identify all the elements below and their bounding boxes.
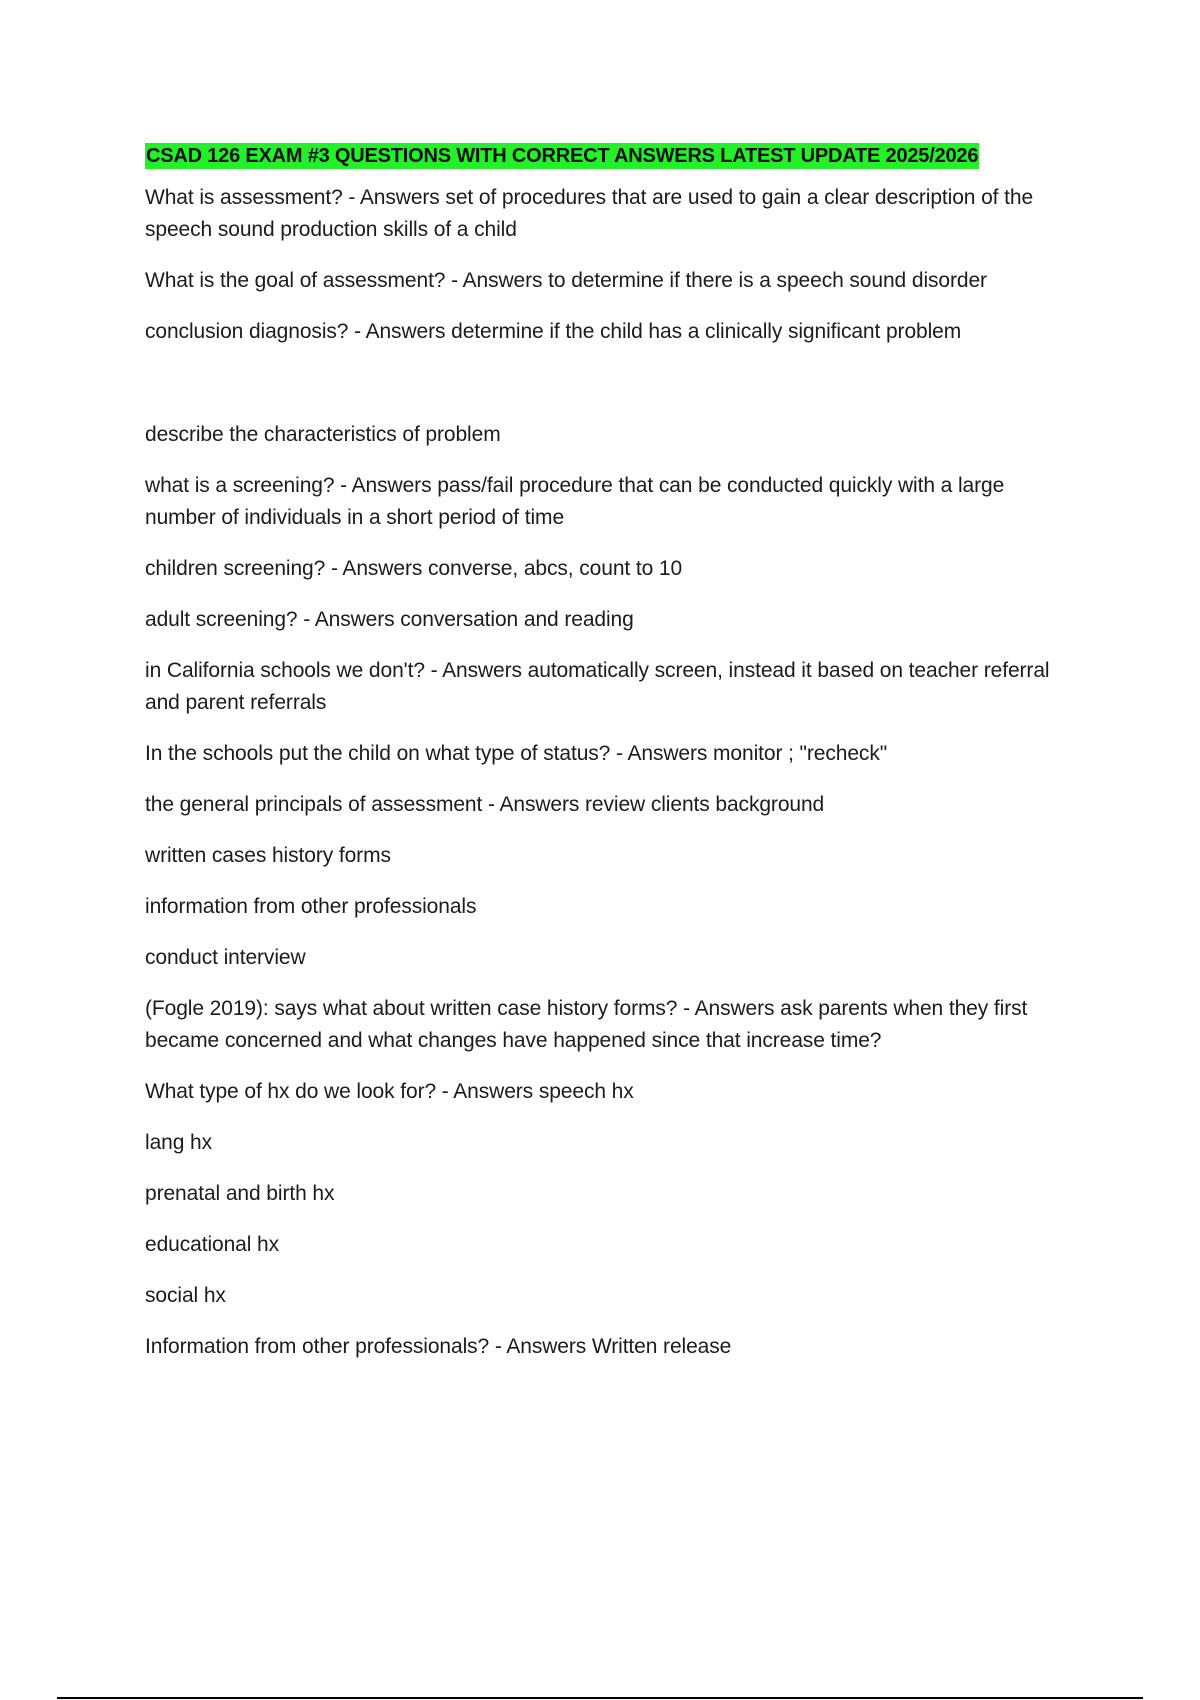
paragraph: social hx — [145, 1284, 226, 1307]
paragraph-gap — [145, 367, 1075, 419]
paragraph: Information from other professionals? - Answers Written release — [145, 1335, 732, 1358]
paragraph: what is a screening? - Answers pass/fail procedure that can be conducted quickly with a large number of individuals in a short period of time — [145, 474, 1005, 529]
paragraph: describe the characteristics of problem — [145, 423, 501, 446]
paragraph: (Fogle 2019): says what about written case history forms? - Answers ask parents when they first became concerned and what changes have happened since that increase time? — [145, 997, 1028, 1052]
paragraph: conduct interview — [145, 946, 306, 969]
paragraph: What is the goal of assessment? - Answers to determine if there is a speech sound disorder — [145, 269, 987, 292]
document-content — [145, 143, 1075, 1382]
paragraph: In the schools put the child on what type of status? - Answers monitor ; "recheck" — [145, 742, 888, 765]
paragraph: prenatal and birth hx — [145, 1182, 335, 1205]
paragraph: adult screening? - Answers conversation and reading — [145, 608, 634, 631]
paragraph: educational hx — [145, 1233, 280, 1256]
document-title: CSAD 126 EXAM #3 QUESTIONS WITH CORRECT ANSWERS LATEST UPDATE 2025/2026 — [146, 145, 979, 167]
paragraph: the general principals of assessment - Answers review clients background — [145, 793, 825, 816]
paragraph: conclusion diagnosis? - Answers determine if the child has a clinically significant problem — [145, 320, 962, 343]
paragraph: information from other professionals — [145, 895, 477, 918]
paragraph: in California schools we don't? - Answers automatically screen, instead it based on teacher referral and parent referrals — [145, 659, 1050, 714]
paragraph: children screening? - Answers converse, abcs, count to 10 — [145, 557, 683, 580]
footer-divider — [57, 1697, 1143, 1699]
paragraph: What type of hx do we look for? - Answers speech hx — [145, 1080, 634, 1103]
paragraph: written cases history forms — [145, 844, 391, 867]
paragraph: lang hx — [145, 1131, 213, 1154]
paragraph: What is assessment? - Answers set of procedures that are used to gain a clear description of the speech sound production skills of a child — [145, 186, 1034, 241]
